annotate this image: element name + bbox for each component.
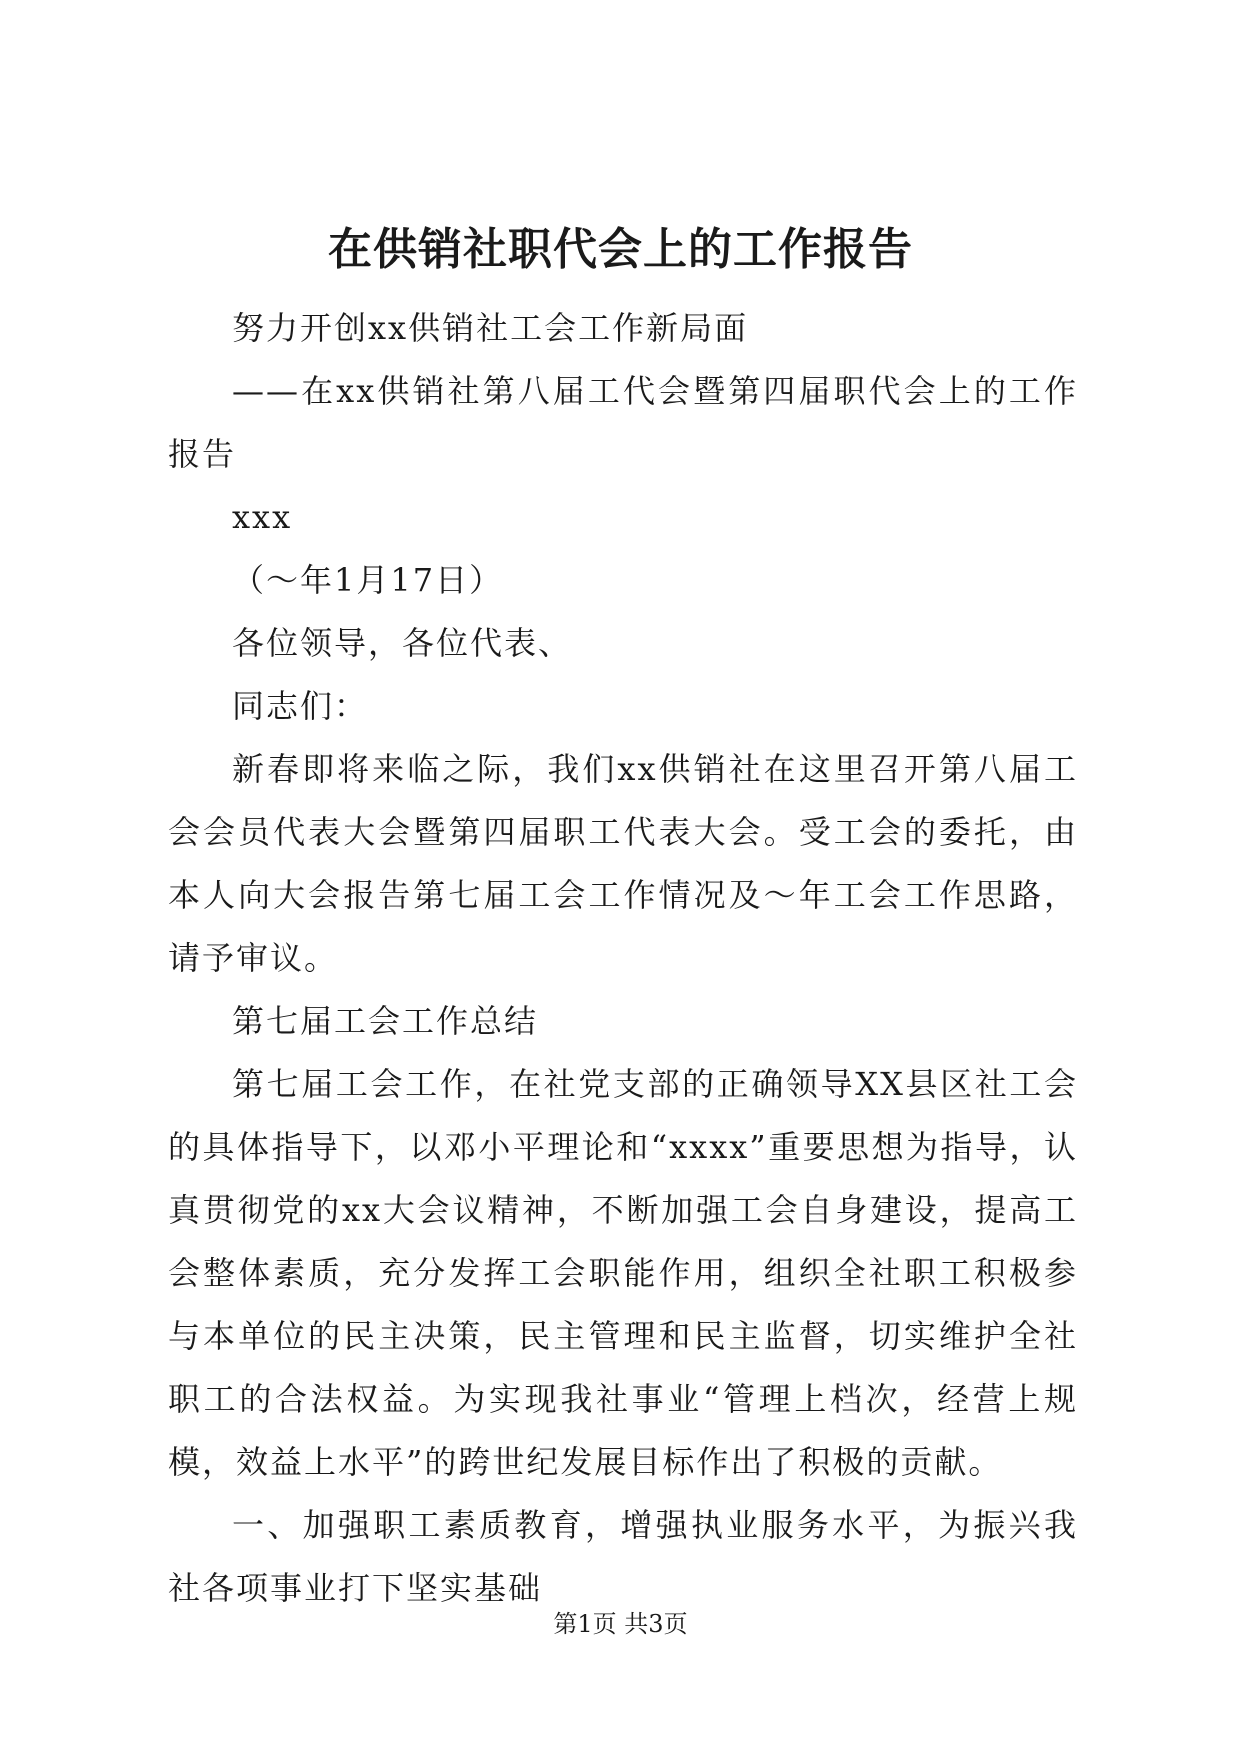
summary-paragraph: 第七届工会工作，在社党支部的正确领导XX县区社工会的具体指导下，以邓小平理论和“xxxx”重要思想为指导，认真贯彻党的xx大会议精神，不断加强工会自身建设，提高工会整体素质，充分发挥工会职能作用，组织全社职工积极参与本单位的民主决策，民主管理和民主监督，切实维护全社职工的合法权益。为实现我社事业“管理上档次，经营上规模，效益上水平”的跨世纪发展目标作出了积极的贡献。 xyxy=(168,1065,1078,1481)
intro-paragraph: 新春即将来临之际，我们xx供销社在这里召开第八届工会会员代表大会暨第四届职工代表大会。受工会的委托，由本人向大会报告第七届工会工作情况及～年工会工作思路，请予审议。 xyxy=(168,750,1078,977)
author: xxx xyxy=(232,498,293,536)
salutation: 各位领导，各位代表、 xyxy=(232,624,573,662)
subtitle-line-2: ——在xx供销社第八届工代会暨第四届职代会上的工作报告 xyxy=(168,372,1078,473)
page-footer: 第1页 共3页 xyxy=(553,1610,688,1638)
section-item-1: 一、加强职工素质教育，增强执业服务水平，为振兴我社各项事业打下坚实基础 xyxy=(168,1506,1078,1607)
document-body xyxy=(168,297,1078,1620)
document-title: 在供销社职代会上的工作报告 xyxy=(328,224,913,275)
subtitle: 努力开创xx供销社工会工作新局面 xyxy=(232,309,749,347)
date: （～年1月17日） xyxy=(232,561,504,599)
section-heading: 第七届工会工作总结 xyxy=(232,1002,539,1040)
salutation-2: 同志们： xyxy=(232,687,369,725)
